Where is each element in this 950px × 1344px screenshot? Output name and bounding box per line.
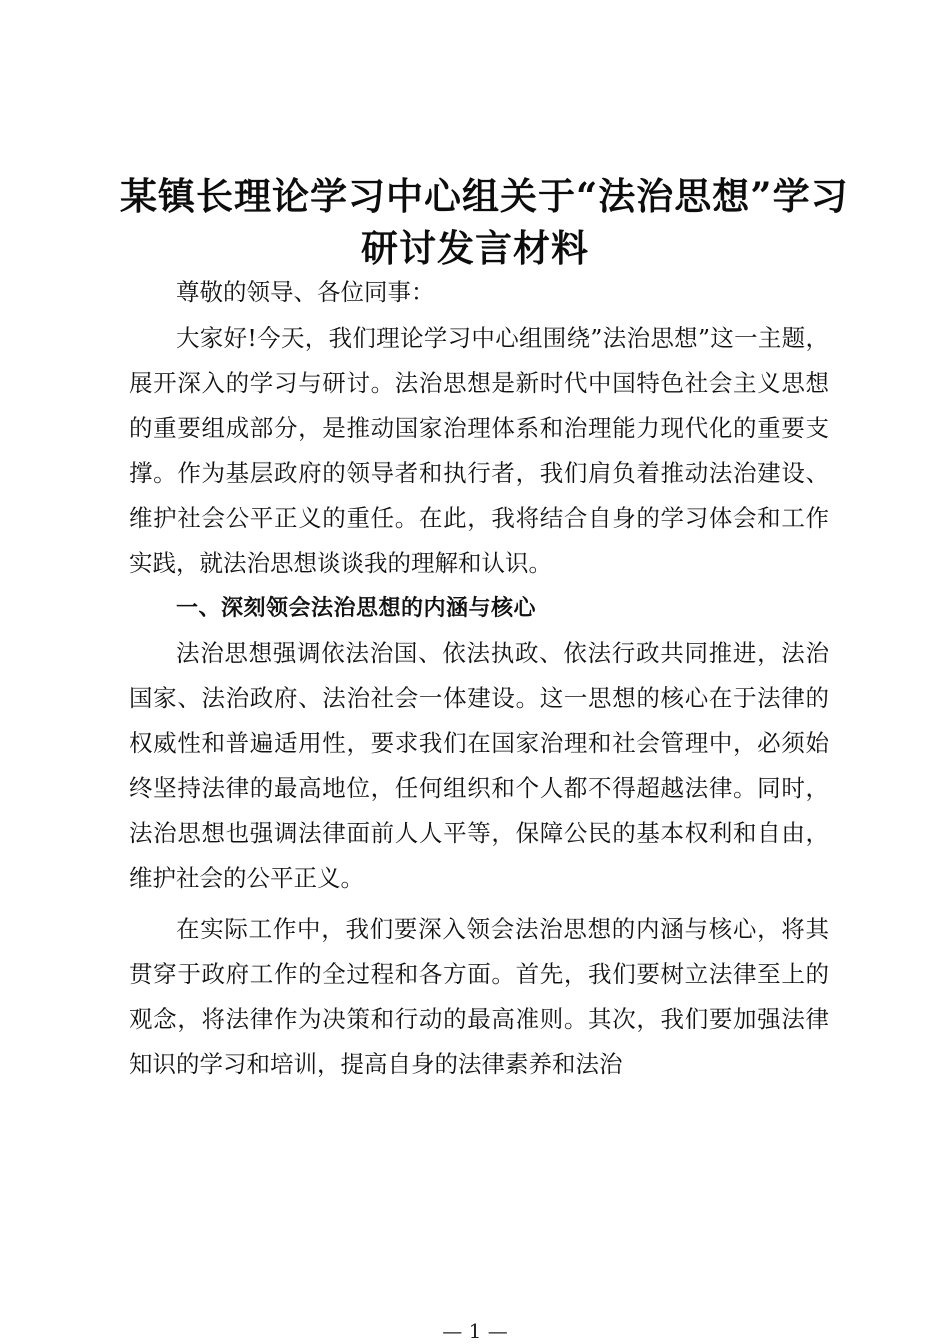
document-body <box>129 270 829 1087</box>
document-title-line-1: 某镇长理论学习中心组关于“法治思想”学习 <box>120 174 849 218</box>
intro-paragraph: 大家好!今天，我们理论学习中心组围绕”法治思想”这一主题，展开深入的学习与研讨。法治思想是新时代中国特色社会主义思想的重要组成部分，是推动国家治理体系和治理能力现代化的重要支撑。作为基层政府的领导者和执行者，我们肩负着推动法治建设、维护社会公平正义的重任。在此，我将结合自身的学习体会和工作实践，就法治思想谈谈我的理解和认识。 <box>129 324 829 577</box>
document-title-line-2: 研讨发言材料 <box>361 226 589 270</box>
section-paragraph-1: 法治思想强调依法治国、依法执政、依法行政共同推进，法治国家、法治政府、法治社会一体建设。这一思想的核心在于法律的权威性和普遍适用性，要求我们在国家治理和社会管理中，必须始终坚持法律的最高地位，任何组织和个人都不得超越法律。同时，法治思想也强调法律面前人人平等，保障公民的基本权利和自由，维护社会的公平正义。 <box>129 639 829 892</box>
section-heading: 一、深刻领会法治思想的内涵与核心 <box>176 596 537 621</box>
greeting: 尊敬的领导、各位同事： <box>176 278 435 306</box>
page-number: — 1 — <box>442 1319 508 1343</box>
section-paragraph-2: 在实际工作中，我们要深入领会法治思想的内涵与核心，将其贯穿于政府工作的全过程和各方面。首先，我们要树立法律至上的观念，将法律作为决策和行动的最高准则。其次，我们要加强法律知识的学习和培训，提高自身的法律素养和法治 <box>129 915 829 1078</box>
